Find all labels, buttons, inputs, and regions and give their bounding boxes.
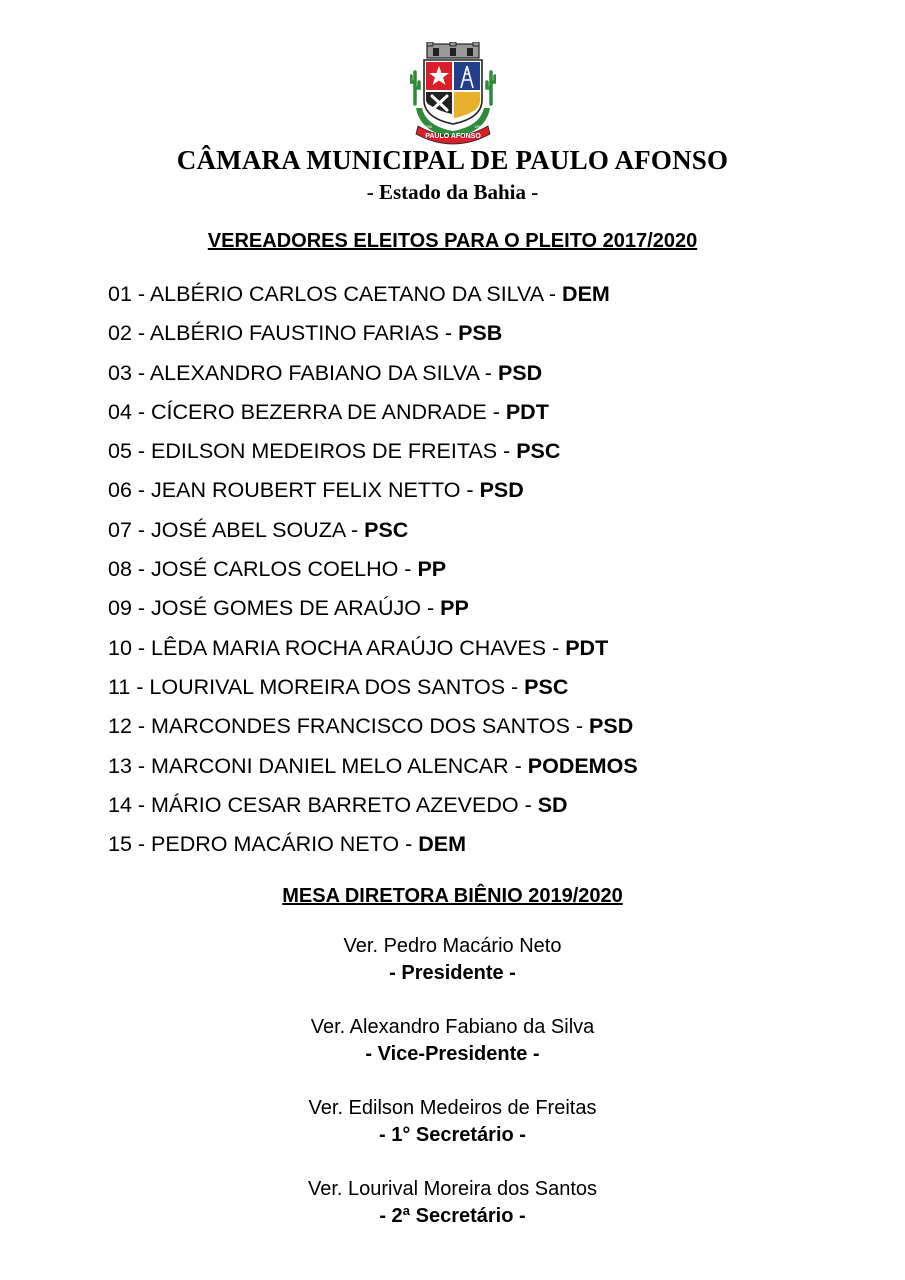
officer-name: Ver. Pedro Macário Neto [343, 935, 562, 957]
vereador-name: 07 - JOSÉ ABEL SOUZA - [108, 517, 365, 542]
party-label: PSD [589, 714, 634, 739]
vereador-name: 03 - ALEXANDRO FABIANO DA SILVA - [108, 360, 498, 385]
list-item [108, 671, 638, 710]
list-item [108, 317, 638, 356]
party-label: PSC [524, 674, 569, 699]
party-label: PSD [479, 478, 524, 503]
officer-name: Ver. Edilson Medeiros de Freitas [308, 1097, 597, 1119]
vereador-name: 11 - LOURIVAL MOREIRA DOS SANTOS - [108, 674, 525, 699]
svg-text:1958: 1958 [423, 124, 432, 129]
officer-entry [0, 933, 905, 1014]
list-item [108, 828, 638, 867]
municipal-crest-icon [410, 42, 496, 146]
list-item [108, 710, 638, 749]
vereador-name: 02 - ALBÉRIO FAUSTINO FARIAS - [108, 321, 459, 346]
officer-name: Ver. Alexandro Fabiano da Silva [310, 1016, 595, 1038]
list-item [108, 632, 638, 671]
party-label: DEM [562, 282, 610, 306]
party-label: PSB [458, 321, 503, 346]
list-item [108, 435, 638, 474]
vereador-name: 10 - LÊDA MARIA ROCHA ARAÚJO CHAVES - [108, 635, 566, 660]
page-title: CÂMARA MUNICIPAL DE PAULO AFONSO [176, 145, 729, 175]
svg-text:1958: 1958 [474, 124, 483, 129]
vereadores-section-title: VEREADORES ELEITOS PARA O PLEITO 2017/2020 [207, 230, 698, 252]
mesa-section-title: MESA DIRETORA BIÊNIO 2019/2020 [282, 885, 623, 907]
officer-role: - Vice-Presidente - [365, 1043, 540, 1065]
party-label: PSC [516, 439, 561, 464]
officer-role: - 1° Secretário - [379, 1124, 526, 1146]
party-label: PP [440, 596, 469, 621]
svg-text:PAULO AFONSO: PAULO AFONSO [425, 133, 481, 140]
vereador-name: 06 - JEAN ROUBERT FELIX NETTO - [108, 478, 480, 503]
vereador-name: 14 - MÁRIO CESAR BARRETO AZEVEDO - [108, 792, 538, 817]
officer-entry [0, 1095, 905, 1176]
party-label: PODEMOS [527, 753, 638, 778]
party-label: SD [537, 792, 568, 817]
list-item [108, 514, 638, 553]
officer-entry [0, 1176, 905, 1257]
vereador-name: 08 - JOSÉ CARLOS COELHO - [108, 557, 418, 582]
vereador-name: 05 - EDILSON MEDEIROS DE FREITAS - [108, 439, 517, 464]
list-item [108, 750, 638, 789]
vereador-name: 01 - ALBÉRIO CARLOS CAETANO DA SILVA - [108, 282, 563, 306]
officer-name: Ver. Lourival Moreira dos Santos [307, 1178, 598, 1200]
mesa-officers [0, 933, 905, 1257]
party-label: PSD [497, 360, 543, 385]
list-item [108, 592, 638, 631]
party-label: PDT [565, 635, 609, 660]
officer-entry [0, 1014, 905, 1095]
officer-role: - Presidente - [389, 962, 516, 984]
party-label: PP [417, 557, 447, 582]
vereador-name: 09 - JOSÉ GOMES DE ARAÚJO - [108, 596, 441, 621]
party-label: DEM [418, 832, 466, 857]
party-label: PDT [505, 399, 549, 424]
officer-role: - 2ª Secretário - [379, 1205, 526, 1227]
vereador-name: 15 - PEDRO MACÁRIO NETO - [108, 832, 419, 857]
vereador-name: 13 - MARCONI DANIEL MELO ALENCAR - [108, 753, 528, 778]
list-item [108, 396, 638, 435]
page-subtitle: - Estado da Bahia - [366, 180, 539, 204]
vereador-name: 04 - CÍCERO BEZERRA DE ANDRADE - [108, 399, 506, 424]
list-item [108, 474, 638, 513]
vereador-name: 12 - MARCONDES FRANCISCO DOS SANTOS - [108, 714, 590, 739]
party-label: PSC [364, 517, 409, 542]
list-item [108, 553, 638, 592]
vereadores-list [108, 278, 638, 867]
list-item [108, 278, 638, 317]
list-item [108, 789, 638, 828]
list-item [108, 357, 638, 396]
